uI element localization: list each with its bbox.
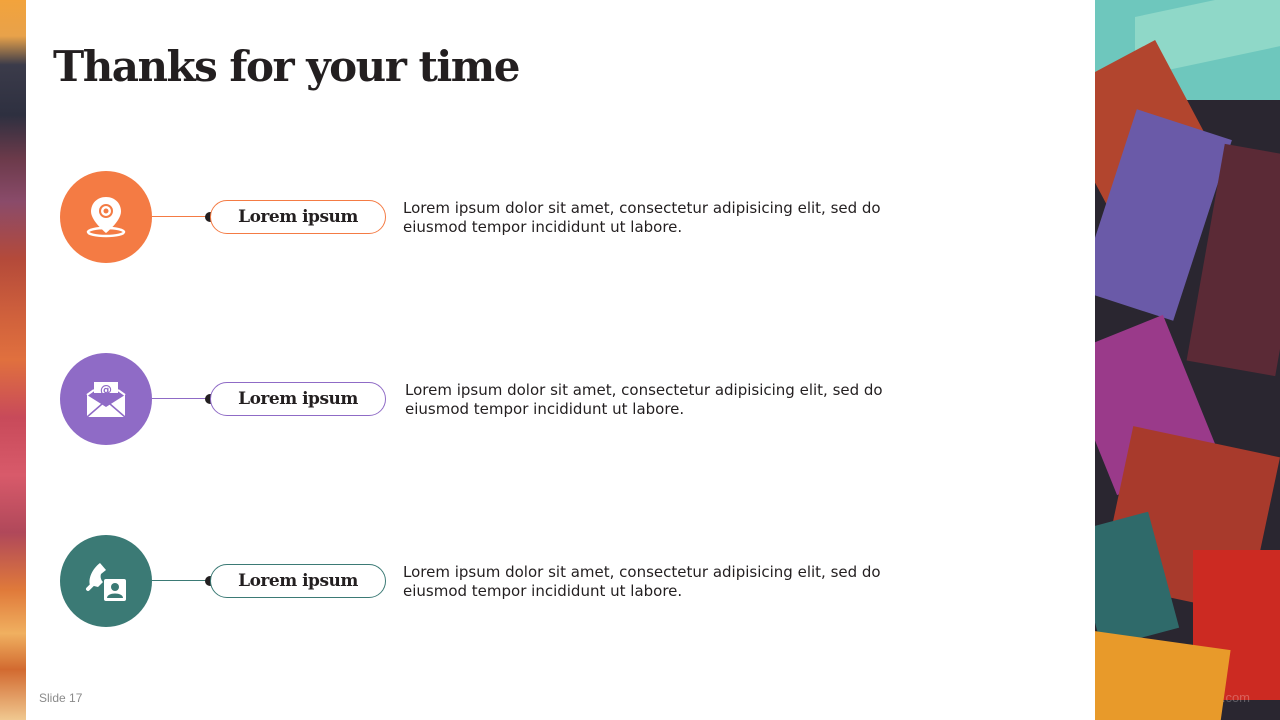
contact-row	[26, 171, 1095, 263]
connector-line	[152, 398, 210, 399]
connector-line	[152, 580, 210, 581]
phone-contact-icon	[60, 535, 152, 627]
contact-row	[26, 353, 1095, 445]
slide-number: Slide 17	[39, 691, 83, 705]
decorative-art-right	[1095, 0, 1280, 720]
email-envelope-icon	[60, 353, 152, 445]
item-description: Lorem ipsum dolor sit amet, consectetur adipisicing elit, sed do eiusmod tempor incididunt ut labore.	[403, 563, 881, 600]
svg-text:@: @	[100, 383, 112, 397]
location-pin-icon	[60, 171, 152, 263]
item-label: Lorem ipsum	[210, 564, 386, 598]
item-label: Lorem ipsum	[210, 382, 386, 416]
item-description: Lorem ipsum dolor sit amet, consectetur adipisicing elit, sed do eiusmod tempor incididunt ut labore.	[403, 199, 881, 236]
slide-title: Thanks for your time	[53, 42, 519, 91]
watermark-text: .com	[1221, 690, 1250, 705]
item-description: Lorem ipsum dolor sit amet, consectetur adipisicing elit, sed do eiusmod tempor incididunt ut labore.	[405, 381, 883, 418]
decorative-art-left	[0, 0, 26, 720]
contact-row	[26, 535, 1095, 627]
item-label: Lorem ipsum	[210, 200, 386, 234]
slide-content	[26, 0, 1095, 720]
connector-line	[152, 216, 210, 217]
